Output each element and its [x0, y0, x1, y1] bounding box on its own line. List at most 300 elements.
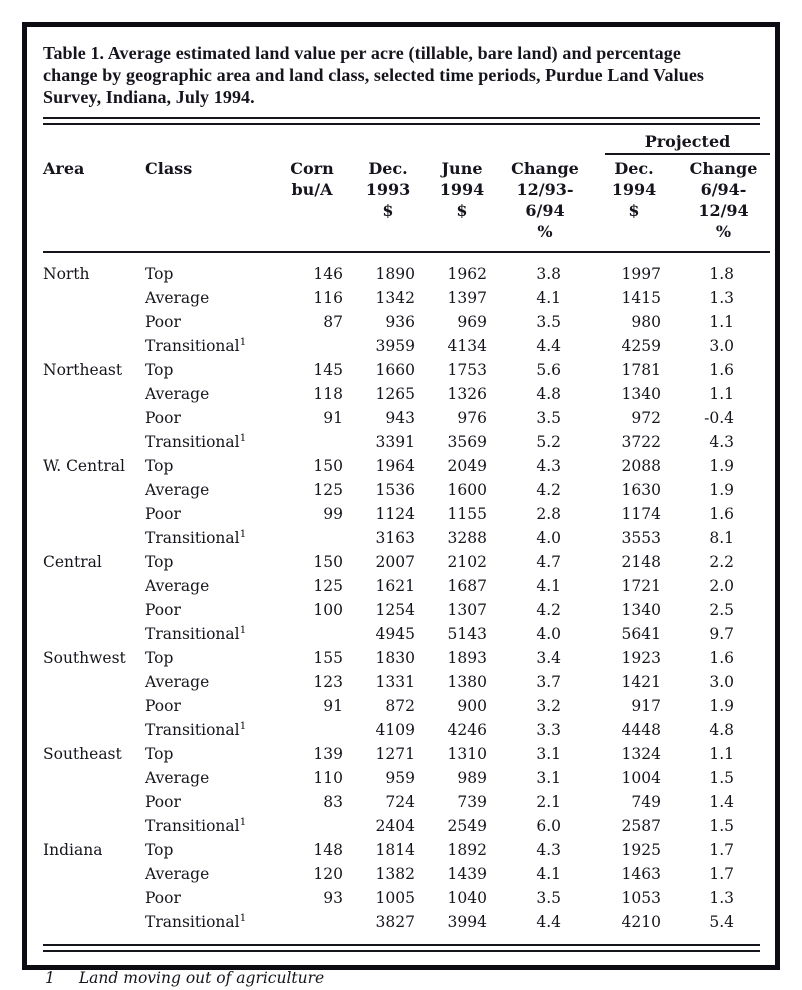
cell-corn-bua	[273, 334, 351, 358]
cell-class-label: Transitional	[145, 721, 240, 739]
cell-class	[145, 406, 273, 430]
cell-dec-1993: 959	[385, 769, 415, 787]
cell-class	[145, 598, 273, 622]
cell-dec-1994-projected: 1053	[621, 889, 661, 907]
footnote	[43, 969, 760, 987]
footnote-ref: 1	[239, 623, 247, 636]
cell-class	[145, 334, 273, 358]
cell-june-1994: 3569	[447, 433, 487, 451]
cell-june-1994: 2049	[447, 457, 487, 475]
cell-change-1293-694: 4.1	[536, 289, 561, 307]
table-row	[43, 382, 770, 406]
projected-spacer	[43, 132, 591, 155]
table-row	[43, 286, 770, 310]
cell-dec-1993: 1265	[375, 385, 415, 403]
cell-class	[145, 310, 273, 334]
cell-change-694-1294: 1.1	[709, 385, 735, 403]
table-row	[43, 252, 770, 286]
cell-dec-1994-projected: 3722	[621, 433, 661, 451]
cell-area: Central	[43, 553, 102, 571]
cell-dec-1994-projected: 1415	[621, 289, 661, 307]
cell-change-1293-694: 5.6	[536, 361, 561, 379]
cell-corn-bua: 116	[313, 289, 343, 307]
cell-class-label: Average	[145, 673, 210, 691]
cell-dec-1994-projected: 1781	[621, 361, 661, 379]
table-row	[43, 502, 770, 526]
cell-june-1994: 900	[457, 697, 487, 715]
cell-dec-1994-projected: 917	[631, 697, 661, 715]
cell-class	[145, 742, 273, 766]
cell-dec-1994-projected: 980	[631, 313, 661, 331]
cell-dec-1994-projected: 4210	[621, 913, 661, 931]
cell-corn-bua: 150	[313, 553, 343, 571]
cell-change-694-1294: 1.3	[709, 889, 735, 907]
cell-change-694-1294: 1.4	[709, 793, 735, 811]
cell-dec-1994-projected: 972	[631, 409, 661, 427]
cell-area	[43, 694, 145, 718]
cell-class	[145, 286, 273, 310]
col-header-change-1293-694: Change 12/93-6/94 %	[499, 155, 591, 252]
table-row	[43, 454, 770, 478]
col-header-class-label: Class	[145, 159, 193, 178]
cell-class-label: Poor	[145, 505, 181, 523]
table-row	[43, 814, 770, 838]
cell-change-1293-694: 4.4	[536, 337, 561, 355]
table-row	[43, 670, 770, 694]
cell-change-1293-694: 4.7	[536, 553, 561, 571]
cell-class-label: Poor	[145, 793, 181, 811]
cell-change-694-1294: 1.5	[709, 817, 735, 835]
cell-class-label: Transitional	[145, 337, 240, 355]
cell-dec-1994-projected: 1340	[621, 385, 661, 403]
cell-june-1994: 1439	[447, 865, 487, 883]
cell-change-1293-694: 3.8	[536, 265, 561, 283]
cell-area	[43, 334, 145, 358]
cell-class-label: Top	[145, 841, 174, 859]
cell-june-1994: 1753	[447, 361, 487, 379]
cell-change-1293-694: 4.2	[536, 481, 561, 499]
cell-corn-bua: 91	[323, 697, 343, 715]
cell-dec-1994-projected: 1997	[621, 265, 661, 283]
cell-class	[145, 454, 273, 478]
cell-dec-1994-projected: 1004	[621, 769, 661, 787]
cell-change-1293-694: 3.2	[536, 697, 561, 715]
cell-change-694-1294: 2.5	[709, 601, 735, 619]
cell-change-694-1294: 2.2	[709, 553, 735, 571]
cell-corn-bua	[273, 526, 351, 550]
col-header-change-694-1294: Change 6/94-12/94 %	[677, 155, 770, 252]
cell-class-label: Poor	[145, 889, 181, 907]
table-header	[43, 132, 770, 252]
cell-area	[43, 910, 145, 934]
col-header-june-1994: June 1994 $	[425, 155, 499, 252]
cell-dec-1994-projected: 2148	[621, 553, 661, 571]
cell-june-1994: 1892	[447, 841, 487, 859]
cell-area	[43, 718, 145, 742]
cell-area	[43, 790, 145, 814]
table-row	[43, 646, 770, 670]
cell-class	[145, 694, 273, 718]
cell-area	[43, 574, 145, 598]
cell-dec-1993: 2404	[375, 817, 415, 835]
table-row	[43, 550, 770, 574]
cell-dec-1993: 1382	[375, 865, 415, 883]
cell-dec-1994-projected: 5641	[621, 625, 661, 643]
footnote-ref: 1	[239, 335, 247, 348]
cell-area: Northeast	[43, 361, 123, 379]
cell-class-label: Poor	[145, 697, 181, 715]
table-row	[43, 694, 770, 718]
cell-change-694-1294: 1.6	[709, 649, 735, 667]
cell-dec-1994-projected: 4259	[621, 337, 661, 355]
cell-change-694-1294: 8.1	[709, 529, 735, 547]
cell-area	[43, 598, 145, 622]
cell-change-694-1294: 1.9	[709, 481, 735, 499]
cell-change-694-1294: -0.4	[704, 409, 735, 427]
cell-class	[145, 646, 273, 670]
cell-dec-1993: 1124	[375, 505, 415, 523]
cell-class	[145, 718, 273, 742]
cell-class-label: Transitional	[145, 529, 240, 547]
cell-class	[145, 358, 273, 382]
footnote-ref: 1	[239, 431, 247, 444]
cell-change-694-1294: 1.7	[709, 841, 735, 859]
cell-class	[145, 838, 273, 862]
cell-corn-bua: 83	[323, 793, 343, 811]
cell-corn-bua: 100	[313, 601, 343, 619]
title-divider-rule	[43, 117, 760, 125]
cell-june-1994: 4246	[447, 721, 487, 739]
cell-class-label: Top	[145, 649, 174, 667]
cell-class	[145, 622, 273, 646]
cell-dec-1994-projected: 1340	[621, 601, 661, 619]
cell-area	[43, 478, 145, 502]
cell-dec-1994-projected: 1174	[621, 505, 661, 523]
cell-area	[43, 406, 145, 430]
cell-class	[145, 252, 273, 286]
cell-corn-bua: 125	[313, 481, 343, 499]
table-title	[43, 42, 760, 108]
cell-corn-bua: 99	[323, 505, 343, 523]
table-row	[43, 430, 770, 454]
cell-dec-1993: 3827	[375, 913, 415, 931]
cell-corn-bua: 150	[313, 457, 343, 475]
cell-change-1293-694: 3.1	[536, 769, 561, 787]
cell-class	[145, 430, 273, 454]
cell-change-1293-694: 4.2	[536, 601, 561, 619]
table-row	[43, 838, 770, 862]
cell-dec-1993: 724	[385, 793, 415, 811]
cell-june-1994: 1893	[447, 649, 487, 667]
cell-class-label: Top	[145, 457, 174, 475]
cell-corn-bua	[273, 430, 351, 454]
cell-june-1994: 1380	[447, 673, 487, 691]
cell-change-1293-694: 3.7	[536, 673, 561, 691]
cell-class-label: Poor	[145, 601, 181, 619]
cell-june-1994: 1397	[447, 289, 487, 307]
cell-change-1293-694: 3.5	[536, 409, 561, 427]
cell-change-694-1294: 3.0	[709, 673, 735, 691]
cell-corn-bua: 145	[313, 361, 343, 379]
cell-change-1293-694: 3.5	[536, 889, 561, 907]
cell-area	[43, 310, 145, 334]
cell-change-694-1294: 1.1	[709, 313, 735, 331]
cell-dec-1993: 943	[385, 409, 415, 427]
table-row	[43, 790, 770, 814]
cell-dec-1993: 1660	[375, 361, 415, 379]
column-header-row	[43, 155, 770, 252]
cell-area	[43, 814, 145, 838]
cell-change-694-1294: 4.3	[709, 433, 735, 451]
table-row	[43, 478, 770, 502]
col-header-area	[43, 155, 145, 252]
cell-june-1994: 1962	[447, 265, 487, 283]
cell-dec-1994-projected: 1421	[621, 673, 661, 691]
cell-area	[43, 502, 145, 526]
cell-change-1293-694: 4.1	[536, 577, 561, 595]
cell-dec-1994-projected: 2587	[621, 817, 661, 835]
cell-change-694-1294: 2.0	[709, 577, 735, 595]
cell-class	[145, 886, 273, 910]
cell-june-1994: 2549	[447, 817, 487, 835]
document-frame	[22, 22, 780, 987]
cell-dec-1993: 872	[385, 697, 415, 715]
cell-dec-1993: 1814	[375, 841, 415, 859]
cell-dec-1994-projected: 4448	[621, 721, 661, 739]
cell-class	[145, 550, 273, 574]
cell-class	[145, 382, 273, 406]
cell-class	[145, 790, 273, 814]
cell-change-1293-694: 4.8	[536, 385, 561, 403]
cell-corn-bua: 120	[313, 865, 343, 883]
projected-group-header	[591, 132, 770, 155]
cell-class-label: Average	[145, 769, 210, 787]
cell-change-1293-694: 2.1	[536, 793, 561, 811]
cell-june-1994: 1310	[447, 745, 487, 763]
cell-dec-1993: 2007	[375, 553, 415, 571]
table-body	[43, 252, 770, 934]
cell-june-1994: 4134	[447, 337, 487, 355]
cell-area: Indiana	[43, 841, 103, 859]
cell-corn-bua	[273, 718, 351, 742]
footnote-ref: 1	[239, 911, 247, 924]
cell-dec-1993: 1621	[375, 577, 415, 595]
cell-area	[43, 622, 145, 646]
cell-change-1293-694: 3.1	[536, 745, 561, 763]
col-header-corn: Corn bu/A	[273, 155, 351, 252]
cell-area: Southeast	[43, 745, 122, 763]
cell-class-label: Poor	[145, 409, 181, 427]
table-title-line-3: Survey, Indiana, July 1994.	[43, 87, 255, 107]
cell-dec-1994-projected: 1463	[621, 865, 661, 883]
cell-class	[145, 910, 273, 934]
cell-area	[43, 862, 145, 886]
table-row	[43, 358, 770, 382]
cell-june-1994: 1687	[447, 577, 487, 595]
cell-june-1994: 969	[457, 313, 487, 331]
cell-corn-bua	[273, 814, 351, 838]
cell-class-label: Transitional	[145, 913, 240, 931]
cell-dec-1993: 4945	[375, 625, 415, 643]
cell-class	[145, 526, 273, 550]
cell-change-694-1294: 1.1	[709, 745, 735, 763]
cell-corn-bua: 155	[313, 649, 343, 667]
cell-class-label: Transitional	[145, 625, 240, 643]
table-row	[43, 334, 770, 358]
cell-change-694-1294: 1.8	[709, 265, 735, 283]
cell-corn-bua: 110	[313, 769, 343, 787]
cell-june-1994: 1600	[447, 481, 487, 499]
table-title-line-2: change by geographic area and land class, selected time periods, Purdue Land Values	[43, 65, 705, 85]
cell-class-label: Transitional	[145, 817, 240, 835]
cell-change-1293-694: 3.5	[536, 313, 561, 331]
cell-change-1293-694: 5.2	[536, 433, 561, 451]
table-bottom-rule	[43, 944, 760, 952]
cell-june-1994: 1307	[447, 601, 487, 619]
cell-area	[43, 382, 145, 406]
cell-corn-bua: 125	[313, 577, 343, 595]
cell-change-694-1294: 1.9	[709, 457, 735, 475]
cell-area: North	[43, 265, 90, 283]
col-header-dec-1994-projected: Dec. 1994 $	[591, 155, 677, 252]
cell-dec-1993: 1830	[375, 649, 415, 667]
cell-area: Southwest	[43, 649, 126, 667]
cell-corn-bua: 139	[313, 745, 343, 763]
cell-class-label: Top	[145, 265, 174, 283]
table-row	[43, 310, 770, 334]
cell-dec-1994-projected: 3553	[621, 529, 661, 547]
cell-change-1293-694: 4.3	[536, 841, 561, 859]
cell-change-1293-694: 3.4	[536, 649, 561, 667]
cell-class	[145, 862, 273, 886]
cell-dec-1993: 3959	[375, 337, 415, 355]
table-row	[43, 406, 770, 430]
cell-area	[43, 670, 145, 694]
cell-dec-1993: 3391	[375, 433, 415, 451]
cell-june-1994: 3288	[447, 529, 487, 547]
cell-dec-1993: 1964	[375, 457, 415, 475]
col-header-area-label: Area	[43, 159, 85, 178]
cell-dec-1993: 1331	[375, 673, 415, 691]
cell-dec-1994-projected: 1925	[621, 841, 661, 859]
cell-class	[145, 814, 273, 838]
cell-class-label: Poor	[145, 313, 181, 331]
cell-class-label: Average	[145, 481, 210, 499]
cell-dec-1993: 1536	[375, 481, 415, 499]
land-values-table	[43, 132, 770, 934]
cell-dec-1993: 936	[385, 313, 415, 331]
cell-class-label: Average	[145, 577, 210, 595]
cell-change-694-1294: 3.0	[709, 337, 735, 355]
cell-dec-1993: 1890	[375, 265, 415, 283]
cell-change-694-1294: 9.7	[709, 625, 735, 643]
cell-class-label: Average	[145, 289, 210, 307]
cell-june-1994: 976	[457, 409, 487, 427]
footnote-text: Land moving out of agriculture	[78, 969, 325, 987]
cell-change-694-1294: 1.6	[709, 505, 735, 523]
table-row	[43, 742, 770, 766]
col-header-class	[145, 155, 273, 252]
cell-change-694-1294: 1.9	[709, 697, 735, 715]
footnote-marker: 1	[45, 969, 55, 987]
cell-june-1994: 1040	[447, 889, 487, 907]
cell-dec-1994-projected: 1923	[621, 649, 661, 667]
table-row	[43, 622, 770, 646]
cell-june-1994: 3994	[447, 913, 487, 931]
cell-dec-1993: 1005	[375, 889, 415, 907]
cell-change-694-1294: 4.8	[709, 721, 735, 739]
cell-corn-bua	[273, 622, 351, 646]
cell-class	[145, 574, 273, 598]
cell-change-1293-694: 4.4	[536, 913, 561, 931]
cell-change-1293-694: 6.0	[536, 817, 561, 835]
cell-change-694-1294: 1.6	[709, 361, 735, 379]
cell-june-1994: 2102	[447, 553, 487, 571]
table-row	[43, 910, 770, 934]
cell-class	[145, 766, 273, 790]
cell-class-label: Top	[145, 553, 174, 571]
table-title-line-1: Table 1. Average estimated land value per acre (tillable, bare land) and percentage	[43, 43, 681, 63]
cell-class-label: Average	[145, 385, 210, 403]
table-row	[43, 526, 770, 550]
table-row	[43, 598, 770, 622]
cell-change-1293-694: 4.0	[536, 529, 561, 547]
table-row	[43, 766, 770, 790]
cell-june-1994: 1326	[447, 385, 487, 403]
cell-class	[145, 502, 273, 526]
cell-area	[43, 886, 145, 910]
cell-area	[43, 526, 145, 550]
cell-class-label: Top	[145, 361, 174, 379]
cell-change-1293-694: 4.3	[536, 457, 561, 475]
cell-june-1994: 1155	[447, 505, 487, 523]
cell-change-1293-694: 3.3	[536, 721, 561, 739]
table-row	[43, 862, 770, 886]
col-header-dec-1993: Dec. 1993 $	[351, 155, 425, 252]
cell-dec-1993: 3163	[375, 529, 415, 547]
table-row	[43, 886, 770, 910]
table-row	[43, 718, 770, 742]
cell-dec-1994-projected: 2088	[621, 457, 661, 475]
cell-dec-1993: 1254	[375, 601, 415, 619]
cell-area: W. Central	[43, 457, 125, 475]
cell-area	[43, 766, 145, 790]
cell-change-1293-694: 2.8	[536, 505, 561, 523]
cell-change-694-1294: 5.4	[709, 913, 735, 931]
cell-change-694-1294: 1.3	[709, 289, 735, 307]
cell-corn-bua: 146	[313, 265, 343, 283]
projected-group-row	[43, 132, 770, 155]
cell-dec-1994-projected: 1630	[621, 481, 661, 499]
cell-dec-1994-projected: 1721	[621, 577, 661, 595]
cell-class-label: Average	[145, 865, 210, 883]
cell-corn-bua: 93	[323, 889, 343, 907]
cell-corn-bua: 118	[313, 385, 343, 403]
projected-label: Projected	[605, 132, 770, 155]
cell-area	[43, 430, 145, 454]
cell-class	[145, 670, 273, 694]
cell-corn-bua: 91	[323, 409, 343, 427]
footnote-ref: 1	[239, 527, 247, 540]
cell-area	[43, 286, 145, 310]
cell-june-1994: 739	[457, 793, 487, 811]
cell-corn-bua	[273, 910, 351, 934]
cell-class-label: Transitional	[145, 433, 240, 451]
cell-dec-1994-projected: 749	[631, 793, 661, 811]
cell-june-1994: 5143	[447, 625, 487, 643]
cell-dec-1993: 4109	[375, 721, 415, 739]
cell-corn-bua: 87	[323, 313, 343, 331]
